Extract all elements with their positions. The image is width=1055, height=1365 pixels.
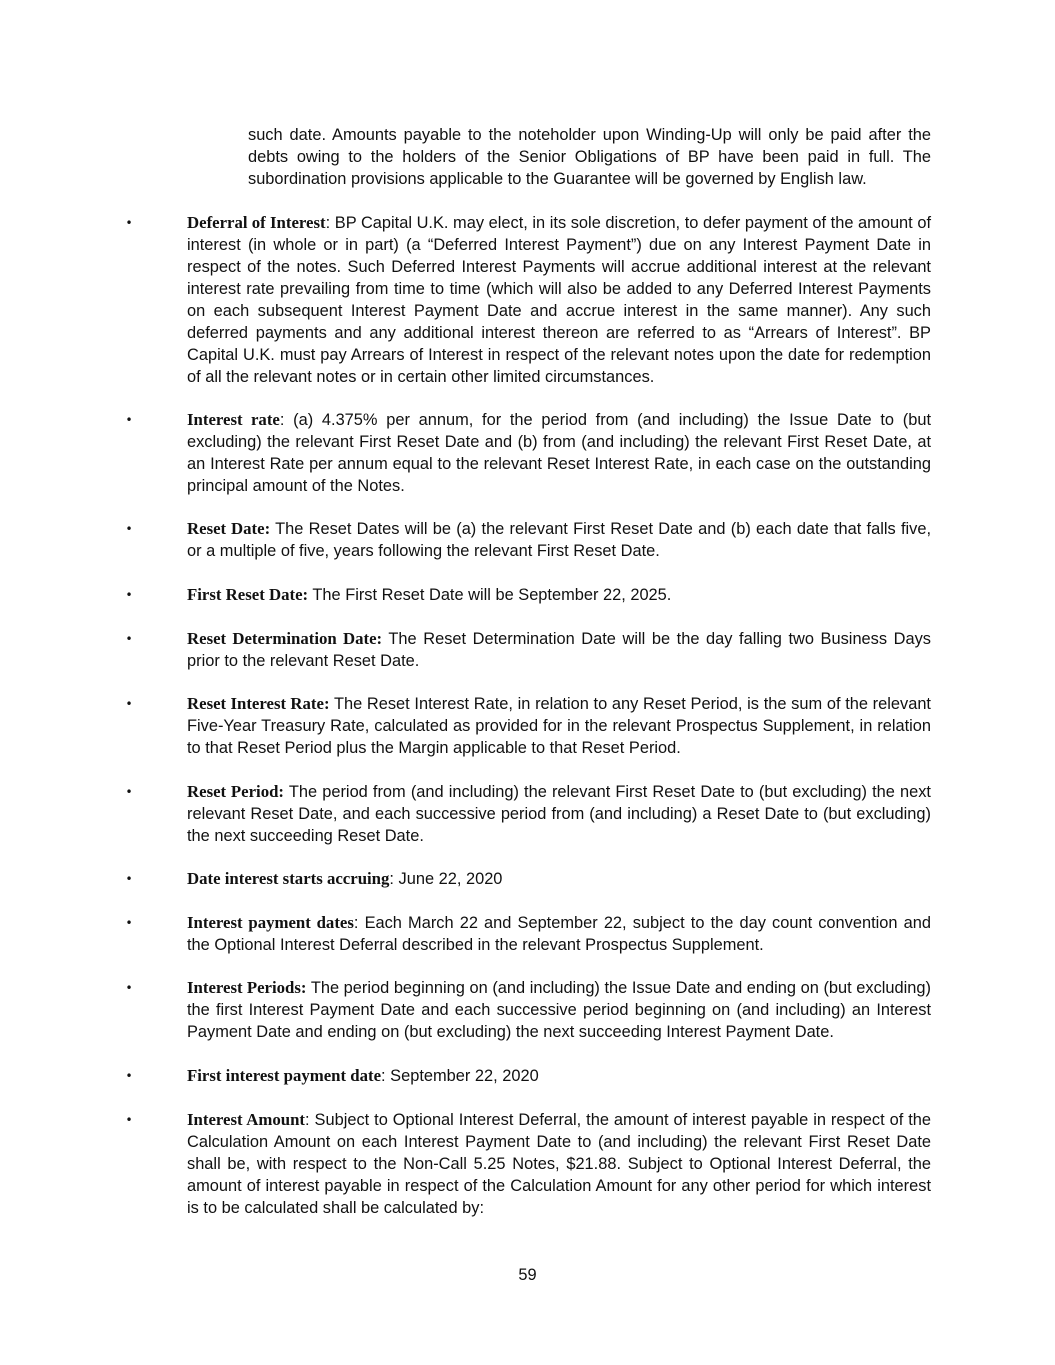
- bullet-icon: •: [125, 981, 133, 995]
- bullet-icon: •: [125, 522, 133, 536]
- term-label: Interest Amount: [187, 1110, 306, 1129]
- term-label: Reset Date:: [187, 519, 271, 538]
- term-description: : (a) 4.375% per annum, for the period from (and including) the Issue Date to (but excluding) the relevant First Reset Date and (b) from (and including) the relevant First Reset Date, at an Interest Rate per annum equal to the relevant Reset Interest Rate, in each case on the outstanding principal amount of the Notes.: [187, 411, 931, 495]
- bullet-icon: •: [125, 216, 133, 230]
- list-item-text: [187, 584, 931, 606]
- term-description: The First Reset Date will be September 22, 2025.: [308, 586, 672, 604]
- term-description: The Reset Interest Rate, in relation to any Reset Period, is the sum of the relevant Five-Year Treasury Rate, calculated as provided for in the relevant Prospectus Supplement, in relation to that Reset Period plus the Margin applicable to that Reset Period.: [187, 695, 931, 757]
- list-item-text: [187, 212, 931, 388]
- term-description: : June 22, 2020: [389, 870, 503, 888]
- term-description: The Reset Dates will be (a) the relevant First Reset Date and (b) each date that falls five, or a multiple of five, years following the relevant First Reset Date.: [187, 520, 932, 560]
- term-label: Reset Interest Rate:: [187, 694, 330, 713]
- bullet-icon: •: [125, 872, 133, 886]
- list-item-text: [187, 628, 931, 672]
- term-label: First Reset Date:: [187, 585, 309, 604]
- term-description: The period beginning on (and including) the Issue Date and ending on (but excluding) the first Interest Payment Date and each successive period beginning on (and including) an Interest Payment Date and ending on (but excluding) the next succeeding Interest Payment Date.: [187, 979, 931, 1041]
- term-label: First interest payment date: [187, 1066, 382, 1085]
- term-label: Reset Period:: [187, 782, 285, 801]
- term-description: : September 22, 2020: [381, 1067, 539, 1085]
- bullet-icon: •: [125, 1069, 133, 1083]
- list-item-text: [187, 977, 931, 1043]
- bullet-icon: •: [125, 785, 133, 799]
- term-description: : Subject to Optional Interest Deferral, the amount of interest payable in respect of the Calculation Amount on each Interest Payment Date to (and including) the relevant First Reset Date shall be, with respect to the Non-Call 5.25 Notes, $21.88. Subject to Optional Interest Deferral, the amount of interest payable in respect of the Calculation Amount for any other period for which interest is to be calculated shall be calculated by:: [187, 1111, 932, 1217]
- bullet-icon: •: [125, 413, 133, 427]
- term-label: Interest Periods:: [187, 978, 307, 997]
- list-item-text: [187, 1109, 931, 1219]
- bullet-icon: •: [125, 1113, 133, 1127]
- list-item-text: [187, 781, 931, 847]
- term-label: Date interest starts accruing: [187, 869, 390, 888]
- list-item-text: [187, 518, 931, 562]
- bullet-icon: •: [125, 697, 133, 711]
- term-label: Interest rate: [187, 410, 280, 429]
- term-description: The Reset Determination Date will be the day falling two Business Days prior to the relevant Reset Date.: [187, 630, 931, 670]
- list-item-text: [187, 693, 931, 759]
- term-description: : Each March 22 and September 22, subject to the day count convention and the Optional Interest Deferral described in the relevant Prospectus Supplement.: [187, 914, 931, 954]
- page-number: 59: [518, 1266, 537, 1284]
- continuation-paragraph: such date. Amounts payable to the noteholder upon Winding-Up will only be paid after the debts owing to the holders of the Senior Obligations of BP have been paid in full. The subordination provisions applicable to the Guarantee will be governed by English law.: [248, 126, 931, 188]
- term-description: : BP Capital U.K. may elect, in its sole discretion, to defer payment of the amount of interest (in whole or in part) (a “Deferred Interest Payment”) due on any Interest Payment Date in respect of the notes. Such Deferred Interest Payments will accrue additional interest at the relevant interest rate prevailing from time to time (which will also be added to any Deferred Interest Payments on each subsequent Interest Payment Date and accrue interest in the same manner). Any such deferred payments and any additional interest thereon are referred to as “Arrears of Interest”. BP Capital U.K. must pay Arrears of Interest in respect of the relevant notes upon the date for redemption of all the relevant notes or in certain other limited circumstances.: [187, 214, 931, 386]
- term-label: Reset Determination Date:: [187, 629, 383, 648]
- list-item-text: [187, 1065, 931, 1087]
- term-description: The period from (and including) the relevant First Reset Date to (but excluding) the next relevant Reset Date, and each successive period from (and including) a Reset Date to (but excluding) the next succeeding Reset Date.: [187, 783, 931, 845]
- bullet-icon: •: [125, 588, 133, 602]
- list-item-text: [187, 409, 931, 497]
- bullet-icon: •: [125, 632, 133, 646]
- bullet-icon: •: [125, 916, 133, 930]
- list-item-text: [187, 868, 931, 890]
- list-item-text: [187, 912, 931, 956]
- term-label: Deferral of Interest: [187, 213, 326, 232]
- term-label: Interest payment dates: [187, 913, 354, 932]
